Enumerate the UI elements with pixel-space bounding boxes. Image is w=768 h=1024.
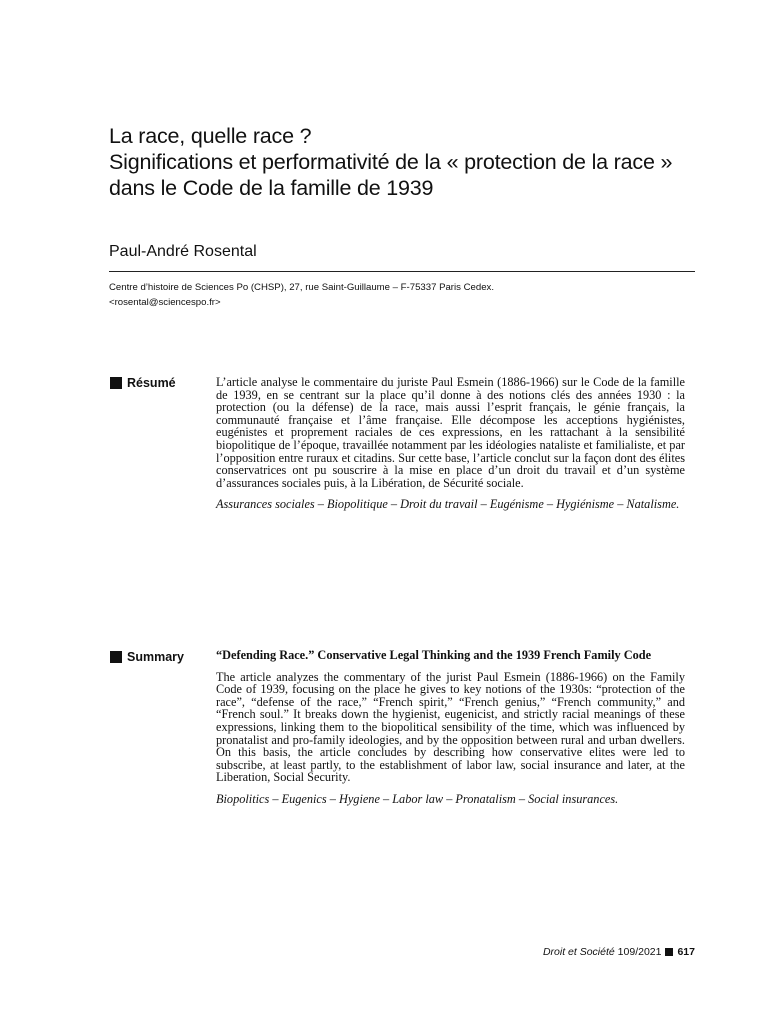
section-bullet-square — [110, 651, 122, 663]
journal-name: Droit et Société — [542, 946, 615, 958]
affiliation-email: <rosental@sciencespo.fr> — [109, 297, 221, 308]
page-footer — [543, 946, 695, 958]
title-line-1: La race, quelle race ? — [109, 124, 312, 148]
resume-label-text: Résumé — [127, 376, 176, 390]
article-title — [109, 123, 709, 201]
summary-text: The article analyzes the commentary of the jurist Paul Esmein (1886-1966) on the Family Code of 1939, focusing on the place he gives to key notions of the 1930s: “protection of the race”, “defense of the race,” “French spirit,” “French genius,” “French community,” and “French soul.” It breaks down the hygienist, eugenicist, and strictly racial meanings of these expressions, linking them to the biopolitical sensibility of the time, which was influenced by pronatalist and pro-family ideologies, and by the opposition between rural and urban dwellers. On this basis, the article concludes by describing how conservative elites were led to subscribe, at least partly, to the establishment of labor law, social insurance and later, at the Liberation, Social Security. — [216, 669, 685, 785]
title-line-3: dans le Code de la famille de 1939 — [109, 176, 434, 200]
resume-keywords: Assurances sociales – Biopolitique – Droit du travail – Eugénisme – Hygiénisme – Natalisme. — [216, 497, 680, 512]
summary-body — [216, 649, 685, 806]
author-affiliation — [109, 280, 494, 310]
summary-label-text: Summary — [127, 650, 184, 664]
footer-square-icon — [665, 948, 673, 956]
resume-body — [216, 376, 685, 511]
article-title-block — [109, 123, 709, 201]
affiliation-address: Centre d’histoire de Sciences Po (CHSP), 27, rue Saint-Guillaume – F-75337 Paris Cedex. — [109, 282, 494, 293]
page-number: 617 — [677, 946, 695, 958]
summary-title: “Defending Race.” Conservative Legal Thinking and the 1939 French Family Code — [216, 648, 652, 662]
section-bullet-square — [110, 377, 122, 389]
resume-section-label — [110, 376, 176, 390]
summary-section-label — [110, 650, 184, 664]
summary-keywords: Biopolitics – Eugenics – Hygiene – Labor law – Pronatalism – Social insurances. — [216, 791, 619, 806]
resume-text: L’article analyse le commentaire du juriste Paul Esmein (1886-1966) sur le Code de la famille de 1939, en se centrant sur la place qu’il donne à des notions clés des années 1930 : la protection (ou la défense) de la race, mais aussi l’esprit français, le génie français, la communauté française et l’âme française. Elle décompose les acceptions hygiénistes, eugénistes et proprement raciales de ces expressions, en les rattachant à la sensibilité biopolitique de l’époque, travaillée notamment par les idéologies nataliste et familialiste, et par l’opposition entre ruraux et citadins. Sur cette base, l’article conclut sur la façon dont des élites conservatrices ont pu souscrire à la mise en place d’un droit du travail et d’un système d’assurances sociales puis, à la Libération, de Sécurité sociale. — [216, 375, 685, 490]
author-divider — [109, 271, 695, 272]
journal-issue: 109/2021 — [617, 946, 662, 958]
title-line-2: Significations et performativité de la « protection de la race » — [109, 150, 673, 174]
author-name: Paul-André Rosental — [109, 243, 257, 260]
